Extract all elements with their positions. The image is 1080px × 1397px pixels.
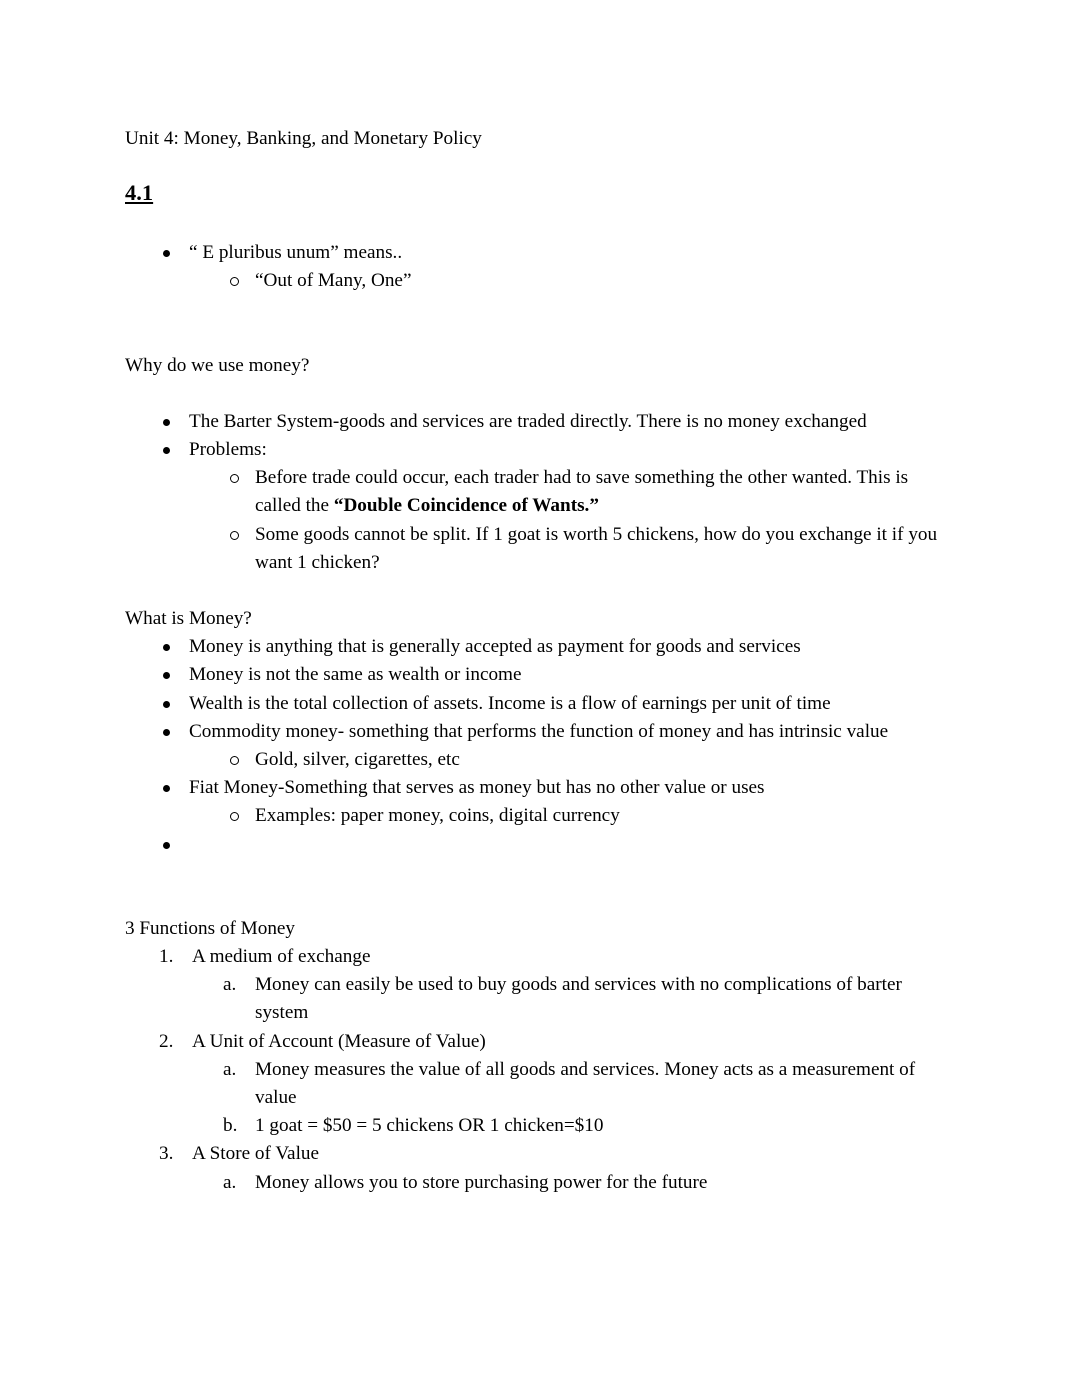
bullet-item [125, 718, 955, 746]
circle-marker [230, 267, 255, 286]
doc-title: Unit 4: Money, Banking, and Monetary Policy [125, 128, 482, 149]
circle-marker [230, 464, 255, 483]
sub-bullet-text: Some goods cannot be split. If 1 goat is worth 5 chickens, how do you exchange it if you want 1 chicken? [255, 523, 938, 573]
letter-marker: a. [223, 974, 237, 996]
bullet-marker [163, 408, 189, 426]
intro-list [125, 239, 955, 295]
lettered-text: Money can easily be used to buy goods and services with no complications of barter system [255, 974, 902, 1024]
bullet-marker [163, 831, 189, 849]
bullet-text: Fiat Money-Something that serves as money but has no other value or uses [189, 777, 765, 799]
numbered-text: A Unit of Account (Measure of Value) [192, 1030, 486, 1052]
number-marker: 2. [159, 1030, 174, 1052]
numbered-text: A medium of exchange [192, 946, 371, 968]
bullet-marker [163, 690, 189, 708]
letter-marker: a. [223, 1058, 237, 1080]
circle-marker [230, 746, 255, 765]
bullet-marker [163, 239, 189, 257]
bullet-item [125, 690, 955, 718]
numbered-text: A Store of Value [192, 1143, 320, 1165]
lettered-text: 1 goat = $50 = 5 chickens OR 1 chicken=$10 [255, 1115, 604, 1137]
bullet-marker [163, 436, 189, 454]
sub-bullet-item [125, 802, 955, 830]
sub-bullet-text: Gold, silver, cigarettes, etc [255, 749, 460, 771]
lettered-text: Money measures the value of all goods and services. Money acts as a measurement of value [255, 1058, 916, 1109]
bullet-marker [163, 718, 189, 736]
sub-bullet-item [125, 746, 955, 774]
number-marker: 3. [159, 1143, 174, 1165]
bullet-text: Money is anything that is generally accepted as payment for goods and services [189, 636, 801, 658]
numbered-item [125, 943, 955, 971]
lettered-text: Money allows you to store purchasing power for the future [255, 1171, 708, 1193]
bullet-text: “ E pluribus unum” means.. [189, 242, 403, 264]
numbered-item [125, 1140, 955, 1168]
question-heading-what: What is Money? [125, 608, 252, 630]
bullet-text: The Barter System-goods and services are traded directly. There is no money exchanged [189, 410, 867, 432]
sub-bullet-text [255, 464, 955, 520]
bullet-text: Problems: [189, 439, 267, 461]
sub-bullet-text: Examples: paper money, coins, digital currency [255, 805, 620, 827]
circle-marker [230, 521, 255, 540]
sub-bullet-text: “Out of Many, One” [255, 270, 412, 292]
letter-marker: b. [223, 1115, 238, 1137]
lettered-item [125, 1169, 955, 1197]
why-list [125, 408, 955, 577]
numbered-item [125, 1028, 955, 1056]
section-heading-functions: 3 Functions of Money [125, 917, 296, 939]
section-heading: 4.1 [125, 180, 154, 206]
bullet-item [125, 661, 955, 689]
sub-bullet-text-bold: “Double Coincidence of Wants.” [333, 495, 599, 517]
bullet-text [189, 831, 955, 859]
bullet-item [125, 408, 955, 436]
bullet-text: Commodity money- something that performs the function of money and has intrinsic value [189, 720, 889, 742]
bullet-item [125, 436, 955, 464]
lettered-item [125, 1112, 955, 1140]
lettered-item [125, 1056, 955, 1112]
functions-list [125, 943, 955, 1197]
bullet-marker [163, 633, 189, 651]
bullet-marker [163, 774, 189, 792]
number-marker: 1. [159, 946, 174, 968]
bullet-text: Wealth is the total collection of assets. Income is a flow of earnings per unit of time [189, 692, 831, 714]
bullet-item [125, 774, 955, 802]
what-list [125, 633, 955, 859]
bullet-marker [163, 661, 189, 679]
question-heading-why: Why do we use money? [125, 354, 310, 376]
circle-marker [230, 802, 255, 821]
letter-marker: a. [223, 1171, 237, 1193]
sub-bullet-item [125, 521, 955, 577]
lettered-item [125, 971, 955, 1027]
sub-bullet-text-plain: Before trade could occur, each trader had to save something the other wanted. This is called the [255, 467, 909, 517]
bullet-item [125, 633, 955, 661]
bullet-item-empty [125, 831, 955, 859]
bullet-item [125, 239, 955, 267]
sub-bullet-item [125, 464, 955, 520]
sub-bullet-item [125, 267, 955, 295]
bullet-text: Money is not the same as wealth or income [189, 664, 522, 686]
